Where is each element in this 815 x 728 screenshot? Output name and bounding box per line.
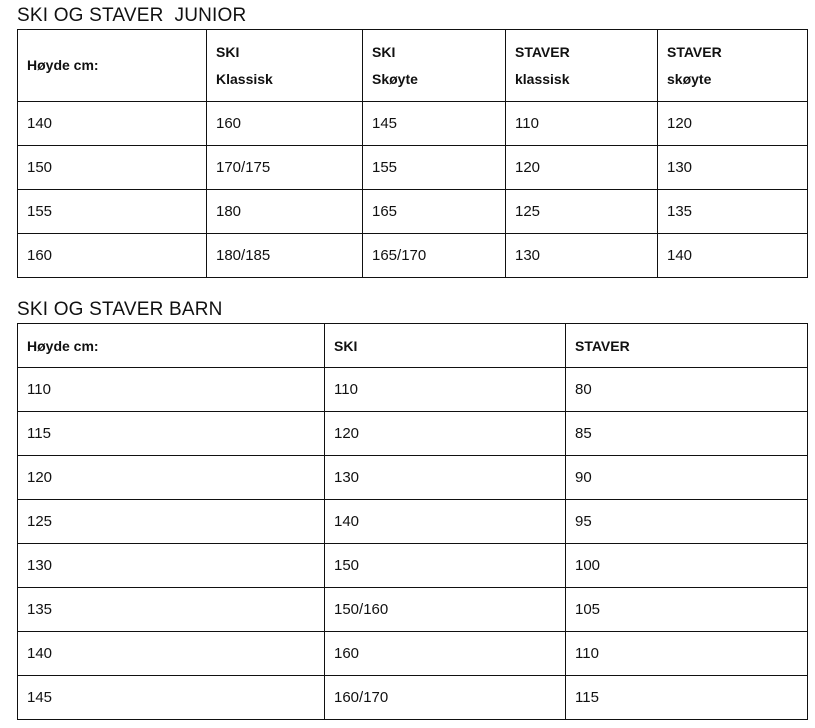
table-row (18, 456, 808, 500)
junior-header-ski-skoyte (363, 30, 506, 102)
junior-header-staver-klassisk (506, 30, 658, 102)
table-cell: 80 (566, 368, 808, 412)
table-row (18, 500, 808, 544)
table-cell: 165/170 (363, 234, 506, 278)
table-cell: 140 (658, 234, 808, 278)
barn-header-ski: SKI (325, 324, 566, 368)
table-cell: 110 (18, 368, 325, 412)
table-cell: 100 (566, 544, 808, 588)
barn-header-staver: STAVER (566, 324, 808, 368)
table-cell: 130 (325, 456, 566, 500)
table-cell: 125 (18, 500, 325, 544)
junior-section-title: SKI OG STAVER JUNIOR (17, 5, 247, 26)
barn-size-table (17, 323, 808, 720)
table-cell: 160 (207, 102, 363, 146)
table-cell: 90 (566, 456, 808, 500)
barn-header-row (18, 324, 808, 368)
table-cell: 160 (325, 632, 566, 676)
table-cell: 115 (566, 676, 808, 720)
table-row (18, 190, 808, 234)
barn-header-height: Høyde cm: (18, 324, 325, 368)
table-row (18, 102, 808, 146)
table-cell: 150 (18, 146, 207, 190)
table-cell: 160 (18, 234, 207, 278)
table-cell: 125 (506, 190, 658, 234)
table-cell: 135 (18, 588, 325, 632)
table-cell: 165 (363, 190, 506, 234)
table-cell: 145 (363, 102, 506, 146)
table-cell: 130 (658, 146, 808, 190)
junior-header-staver-skoyte-line2: skøyte (667, 70, 712, 87)
table-row (18, 676, 808, 720)
junior-header-height-label: Høyde cm: (27, 57, 99, 73)
table-row (18, 632, 808, 676)
table-cell: 110 (506, 102, 658, 146)
table-row (18, 412, 808, 456)
table-cell: 120 (658, 102, 808, 146)
junior-header-height (18, 30, 207, 102)
junior-header-ski-skoyte-line1: SKI (372, 43, 396, 60)
table-row (18, 146, 808, 190)
table-row (18, 588, 808, 632)
table-cell: 180/185 (207, 234, 363, 278)
table-cell: 130 (506, 234, 658, 278)
table-cell: 140 (325, 500, 566, 544)
table-cell: 130 (18, 544, 325, 588)
junior-header-staver-skoyte (658, 30, 808, 102)
junior-header-ski-klassisk (207, 30, 363, 102)
table-cell: 85 (566, 412, 808, 456)
table-cell: 150/160 (325, 588, 566, 632)
junior-header-staver-klassisk-line2: klassisk (515, 70, 570, 87)
table-cell: 155 (18, 190, 207, 234)
table-cell: 135 (658, 190, 808, 234)
table-row (18, 234, 808, 278)
table-cell: 155 (363, 146, 506, 190)
table-row (18, 544, 808, 588)
junior-header-ski-klassisk-line2: Klassisk (216, 70, 273, 87)
barn-section-title: SKI OG STAVER BARN (17, 299, 223, 320)
table-cell: 120 (325, 412, 566, 456)
table-cell: 180 (207, 190, 363, 234)
table-cell: 160/170 (325, 676, 566, 720)
table-cell: 170/175 (207, 146, 363, 190)
table-cell: 105 (566, 588, 808, 632)
table-cell: 140 (18, 102, 207, 146)
table-cell: 145 (18, 676, 325, 720)
table-cell: 95 (566, 500, 808, 544)
junior-header-staver-skoyte-line1: STAVER (667, 43, 722, 60)
table-cell: 140 (18, 632, 325, 676)
table-cell: 110 (566, 632, 808, 676)
junior-header-row (18, 30, 808, 102)
table-cell: 120 (506, 146, 658, 190)
table-cell: 150 (325, 544, 566, 588)
junior-header-ski-klassisk-line1: SKI (216, 43, 240, 60)
table-row (18, 368, 808, 412)
table-cell: 120 (18, 456, 325, 500)
junior-size-table (17, 29, 808, 278)
junior-header-staver-klassisk-line1: STAVER (515, 43, 570, 60)
table-cell: 115 (18, 412, 325, 456)
table-cell: 110 (325, 368, 566, 412)
junior-header-ski-skoyte-line2: Skøyte (372, 70, 418, 87)
